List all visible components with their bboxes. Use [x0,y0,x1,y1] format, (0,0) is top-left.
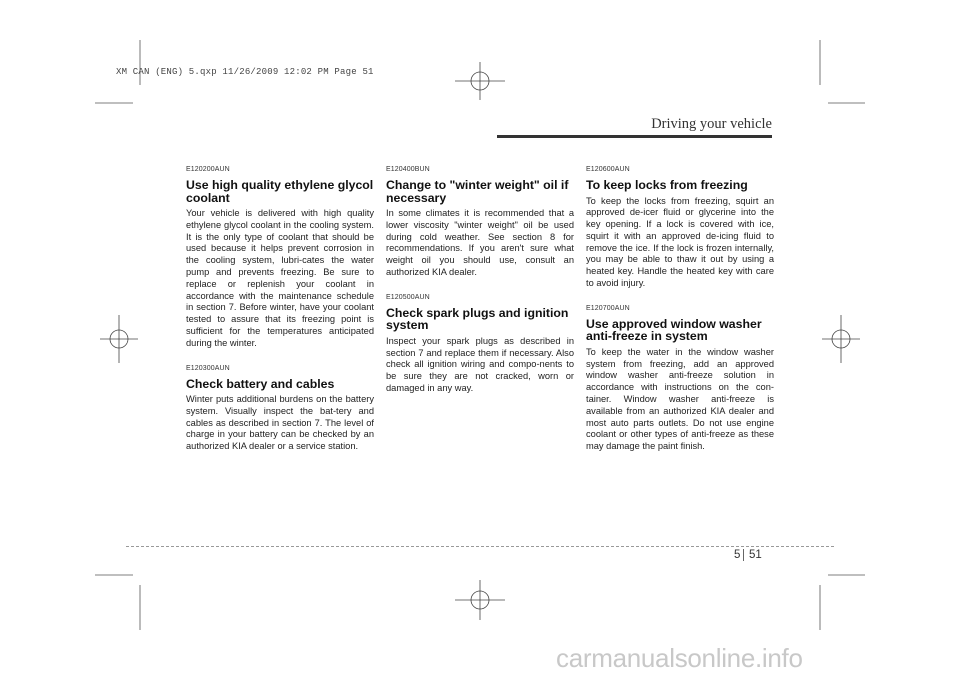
section-heading: Check spark plugs and ignition system [386,305,569,333]
column-1 [186,166,374,468]
footer-rule [126,546,834,547]
section-heading: Use high quality ethylene glycol coolant [186,178,374,205]
section-heading: Use approved window washer anti-freeze in system [586,316,762,344]
section-code: E120300AUN [186,364,230,372]
section-winter-oil [386,166,574,279]
section-body: Your vehicle is delivered with high quality ethylene glycol coolant in the cooling system. It is the only type of coolant that should be used because it helps prevent corrosion in the cooling system, lubri-cates the water pump and prevents freezing. Be sure to replace or replenish your coolant in accordance with the maintenance schedule in section 7. Before winter, have your coolant tested to assure that its freezing point is sufficient for the temperatures anticipated during the winter. [186,208,374,348]
section-body: To keep the water in the window washer system from freezing, add an approved window washer anti-freeze solution in accordance with instructions on the con-tainer. Window washer anti-freeze is available from an authorized KIA dealer and most auto parts outlets. Do not use engine coolant or other types of anti-freeze as these may damage the paint finish. [586,346,774,452]
section-code: E120200AUN [186,166,230,173]
section-code: E120400BUN [386,166,430,173]
section-code: E120500AUN [386,293,430,301]
section-heading: Change to "winter weight" oil if necessary [386,178,569,205]
section-body: Winter puts additional burdens on the battery system. Visually inspect the bat-tery and cables as described in section 7. The level of charge in your battery can be checked by an authorized KIA dealer or a service station. [186,394,374,452]
registration-mark-bottom [455,580,505,620]
print-slug: XM CAN (ENG) 5.qxp 11/26/2009 12:02 PM Page 51 [116,67,374,77]
section-heading: To keep locks from freezing [586,178,748,192]
section-spark-plugs [386,294,574,395]
section-battery [186,365,374,453]
section-body: To keep the locks from freezing, squirt an approved de-icer fluid or glycerine into the key opening. If a lock is covered with ice, squirt it with an approved de-icing fluid to remove the ice. If the lock is frozen internally, you may be able to thaw it out by using a heated key. Handle the heated key with care to avoid injury. [586,195,774,289]
section-washer [586,305,774,453]
column-3 [586,166,774,468]
chapter-title: Driving your vehicle [651,116,772,132]
section-body: Inspect your spark plugs as described in section 7 and replace them if necessary. Also check all ignition wiring and compo-nents to be sure they are not cracked, worn or damaged in any way. [386,335,574,393]
section-body: In some climates it is recommended that a lower viscosity "winter weight" oil be used during cold weather. See section 8 for recommendations. If you aren't sure what weight oil you should use, consult an authorized KIA dealer. [386,208,574,277]
title-rule [497,135,772,138]
section-heading: Check battery and cables [186,376,335,391]
page-number-divider [743,549,744,561]
registration-mark-right [822,315,860,363]
registration-mark-top [455,62,505,100]
column-2 [386,166,574,410]
section-code: E120600AUN [586,166,630,173]
section-locks [586,166,774,290]
registration-mark-left [100,315,138,363]
section-coolant [186,166,374,350]
page-number: 51 [749,549,762,561]
watermark: carmanualsonline.info [556,643,803,673]
chapter-number: 5 [734,549,741,561]
section-code: E120700AUN [586,304,630,312]
